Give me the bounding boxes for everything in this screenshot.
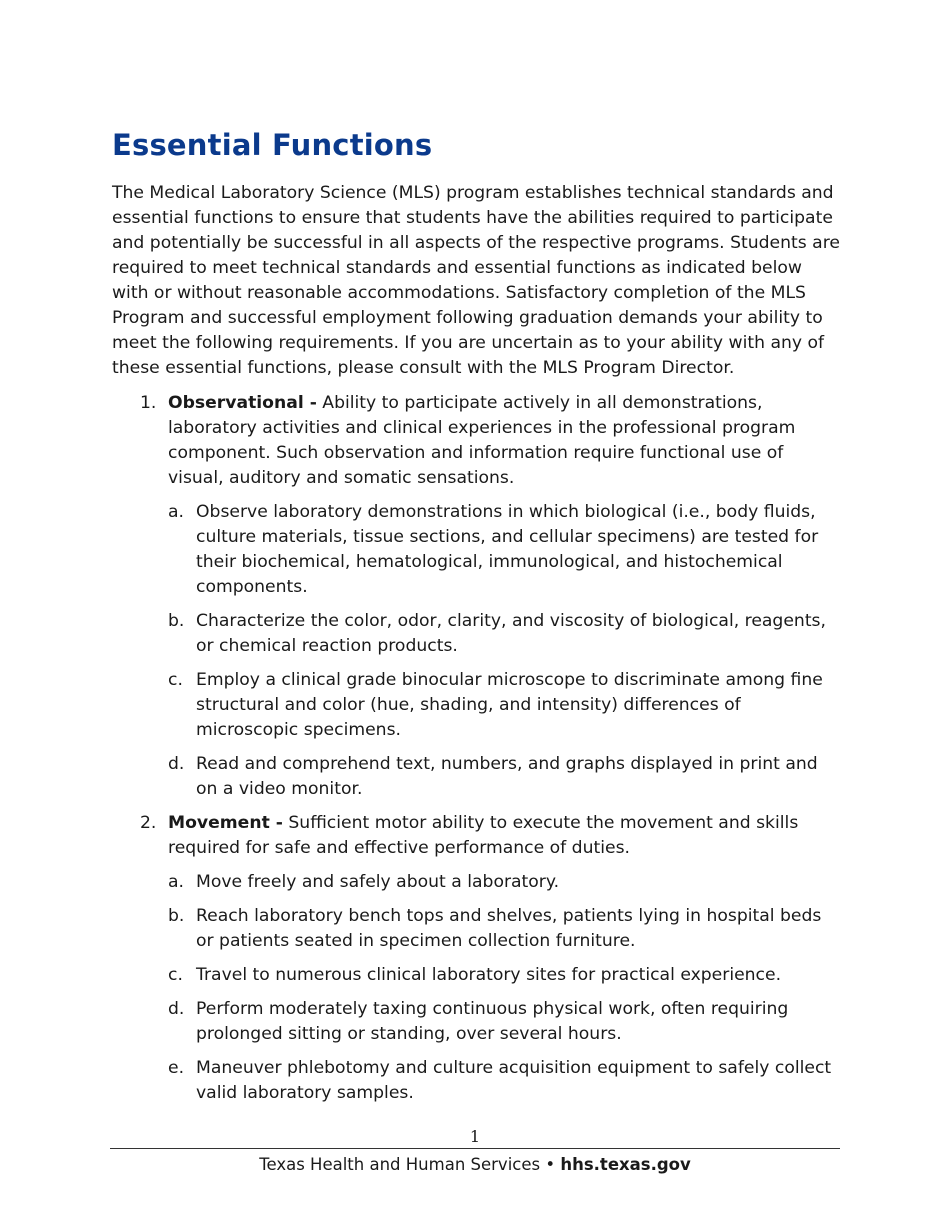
sub-item-letter: c. [168, 964, 183, 985]
sub-item [168, 870, 842, 895]
sub-item-text: Observe laboratory demonstrations in which biological (i.e., body fluids, culture materials, tissue sections, and cellular specimens) are tested for their biochemical, hematological, immunological, and histochemical components. [196, 501, 819, 597]
requirements-list [112, 391, 842, 1106]
list-item-movement [112, 811, 842, 1106]
footer-org: Texas Health and Human Services [259, 1155, 541, 1174]
sub-item-letter: e. [168, 1057, 185, 1078]
document-body [112, 128, 842, 1115]
item-number: 2. [140, 812, 157, 833]
sub-item [168, 500, 842, 600]
item-text: Sufficient motor ability to execute the movement and skills required for safe and effective performance of duties. [168, 812, 799, 858]
sub-item-text: Perform moderately taxing continuous physical work, often requiring prolonged sitting or standing, over several hours. [196, 998, 789, 1044]
sub-item [168, 609, 842, 659]
footer-site-link[interactable]: hhs.texas.gov [560, 1155, 691, 1174]
sub-item-text: Read and comprehend text, numbers, and graphs displayed in print and on a video monitor. [196, 753, 818, 799]
item-heading: Movement - [168, 812, 283, 833]
sub-item [168, 752, 842, 802]
sub-item-text: Maneuver phlebotomy and culture acquisition equipment to safely collect valid laboratory samples. [196, 1057, 832, 1103]
item-number: 1. [140, 392, 157, 413]
list-item-observational [112, 391, 842, 802]
footer-divider [110, 1148, 840, 1149]
sub-item-text: Travel to numerous clinical laboratory sites for practical experience. [196, 964, 782, 985]
sub-item-text: Characterize the color, odor, clarity, and viscosity of biological, reagents, or chemical reaction products. [196, 610, 826, 656]
page-title: Essential Functions [112, 128, 433, 162]
intro-paragraph: The Medical Laboratory Science (MLS) program establishes technical standards and essential functions to ensure that students have the abilities required to participate and potentially be successful in all aspects of the respective programs. Students are required to meet technical standards and essential functions as indicated below with or without reasonable accommodations. Satisfactory completion of the MLS Program and successful employment following graduation demands your ability to meet the following requirements. If you are uncertain as to your ability with any of these essential functions, please consult with the MLS Program Director. [112, 182, 840, 378]
sub-item-letter: b. [168, 610, 185, 631]
sub-item-letter: d. [168, 998, 185, 1019]
sub-item-text: Move freely and safely about a laboratory. [196, 871, 560, 892]
sub-item-letter: a. [168, 871, 184, 892]
sub-list [168, 870, 842, 1106]
sub-item-text: Employ a clinical grade binocular microscope to discriminate among fine structural and color (hue, shading, and intensity) differences of microscopic specimens. [196, 669, 823, 740]
footer [0, 1155, 950, 1174]
sub-item [168, 1056, 842, 1106]
sub-item [168, 904, 842, 954]
sub-item [168, 997, 842, 1047]
sub-list [168, 500, 842, 802]
sub-item [168, 668, 842, 743]
sub-item-letter: d. [168, 753, 185, 774]
sub-item-letter: b. [168, 905, 185, 926]
sub-item-letter: c. [168, 669, 183, 690]
footer-bullet: • [545, 1155, 556, 1174]
page-number: 1 [469, 1127, 481, 1146]
sub-item-letter: a. [168, 501, 184, 522]
item-heading: Observational - [168, 392, 317, 413]
item-text: Ability to participate actively in all demonstrations, laboratory activities and clinical experiences in the professional program component. Such observation and information require functional use of visual, auditory and somatic sensations. [168, 392, 796, 488]
sub-item-text: Reach laboratory bench tops and shelves, patients lying in hospital beds or patients seated in specimen collection furniture. [196, 905, 822, 951]
sub-item [168, 963, 842, 988]
